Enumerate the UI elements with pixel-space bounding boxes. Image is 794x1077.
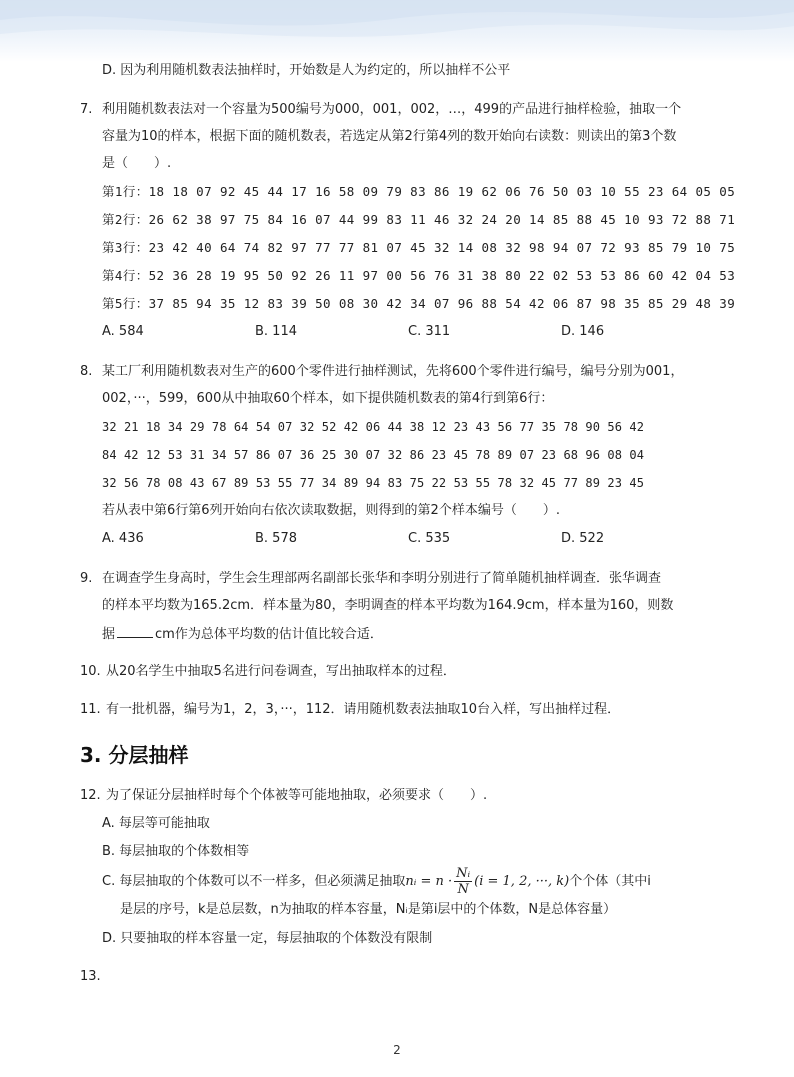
q7-stem-line2: 容量为10的样本，根据下面的随机数表，若选定从第2行第4列的数开始向右读数：则读出的第3个数 <box>102 129 677 144</box>
q8-random-row-5: 84 42 12 53 31 34 57 86 07 36 25 30 07 32 86 23 45 78 89 07 23 68 96 08 04 <box>102 448 645 462</box>
section-heading: 3. 分层抽样 <box>80 743 189 767</box>
q11-text: 有一批机器，编号为1，2，3，···，112．请用随机数表法抽取10台入样，写出抽样过程． <box>106 702 621 717</box>
q8-stem-line1: 某工厂利用随机数表对生产的600个零件进行抽样测试，先将600个零件进行编号，编号分别为001， <box>102 364 684 379</box>
q12-number: 12. <box>80 788 101 803</box>
q9-line2: 的样本平均数为165.2cm．样本量为80，李明调查的样本平均数为164.9cm，样本量为160，则数 <box>102 598 674 613</box>
q12-formula-lhs: nᵢ = n · <box>405 874 453 889</box>
q12-option-c-suffix: 个个体（其中i <box>569 874 651 889</box>
q9-number: 9. <box>80 571 93 586</box>
q12-fraction-numerator: Nᵢ <box>456 866 471 881</box>
q7-random-row-1: 第1行：18 18 07 92 45 44 17 16 58 09 79 83 86 19 62 06 76 50 03 10 55 23 64 05 05 <box>102 184 736 199</box>
q8-option-a: A. 436 <box>102 531 144 546</box>
q8-after-text: 若从表中第6行第6列开始向右依次读取数据，则得到的第2个样本编号（ ）. <box>102 503 560 518</box>
q12-stem: 为了保证分层抽样时每个个体被等可能地抽取，必须要求（ ）. <box>106 788 488 803</box>
q12-formula-rhs: (i = 1, 2, ···, k) <box>474 874 570 889</box>
q8-option-c: C. 535 <box>408 531 451 546</box>
q9-line3-prefix: 据 <box>102 627 116 642</box>
q11-number: 11. <box>80 702 101 717</box>
q12-option-b: B. 每层抽取的个体数相等 <box>102 844 250 859</box>
q9-line3 <box>102 623 383 645</box>
q13-number: 13. <box>80 969 101 984</box>
q12-option-c-text: C. 每层抽取的个体数可以不一样多，但必须满足抽取 <box>102 874 406 889</box>
q6-option-d: D. 因为利用随机数表法抽样时，开始数是人为约定的，所以抽样不公平 <box>102 63 511 78</box>
q12-formula-fraction <box>454 866 472 897</box>
q8-option-b: B. 578 <box>255 531 297 546</box>
q7-option-c: C. 311 <box>408 324 451 339</box>
q7-stem-line1: 利用随机数表法对一个容量为500编号为000，001，002，…，499的产品进行抽样检验，抽取一个 <box>102 102 682 117</box>
q7-option-d: D. 146 <box>561 324 605 339</box>
q9-line3-suffix: cm作为总体平均数的估计值比较合适． <box>155 627 383 642</box>
q12-option-c-line2: 是层的序号，k是总层数，n为抽取的样本容量，Nᵢ是第i层中的个体数，N是总体容量） <box>120 902 617 917</box>
q8-random-row-6: 32 56 78 08 43 67 89 53 55 77 34 89 94 83 75 22 53 55 78 32 45 77 89 23 45 <box>102 476 645 490</box>
q7-option-a: A. 584 <box>102 324 144 339</box>
q12-option-c-line1 <box>102 866 651 897</box>
q8-random-row-4: 32 21 18 34 29 78 64 54 07 32 52 42 06 44 38 12 23 43 56 77 35 78 90 56 42 <box>102 420 645 434</box>
q7-option-b: B. 114 <box>255 324 297 339</box>
q8-stem-line2: 002，···，599，600从中抽取60个样本，如下提供随机数表的第4行到第6行： <box>102 391 554 406</box>
q7-stem-line3: 是（ ）. <box>102 156 172 171</box>
q10-text: 从20名学生中抽取5名进行问卷调查，写出抽取样本的过程． <box>106 664 456 679</box>
q12-option-a: A. 每层等可能抽取 <box>102 816 210 831</box>
q9-answer-blank <box>117 623 153 638</box>
q7-random-row-4: 第4行：52 36 28 19 95 50 92 26 11 97 00 56 76 31 38 80 22 02 53 53 86 60 42 04 53 <box>102 268 736 283</box>
q12-fraction-denominator: N <box>457 882 469 897</box>
q7-random-row-2: 第2行：26 62 38 97 75 84 16 07 44 99 83 11 46 32 24 20 14 85 88 45 10 93 72 88 71 <box>102 212 736 227</box>
q7-number: 7. <box>80 102 93 117</box>
q8-number: 8. <box>80 364 93 379</box>
q12-option-d: D. 只要抽取的样本容量一定，每层抽取的个体数没有限制 <box>102 931 433 946</box>
q8-option-d: D. 522 <box>561 531 605 546</box>
q10-number: 10. <box>80 664 101 679</box>
q9-line1: 在调查学生身高时，学生会生理部两名副部长张华和李明分别进行了简单随机抽样调查．张华调查 <box>102 571 662 586</box>
q7-random-row-5: 第5行：37 85 94 35 12 83 39 50 08 30 42 34 07 96 88 54 42 06 87 98 35 85 29 48 39 <box>102 296 736 311</box>
page-number: 2 <box>393 1043 401 1057</box>
q7-random-row-3: 第3行：23 42 40 64 74 82 97 77 77 81 07 45 32 14 08 32 98 94 07 72 93 85 79 10 75 <box>102 240 736 255</box>
